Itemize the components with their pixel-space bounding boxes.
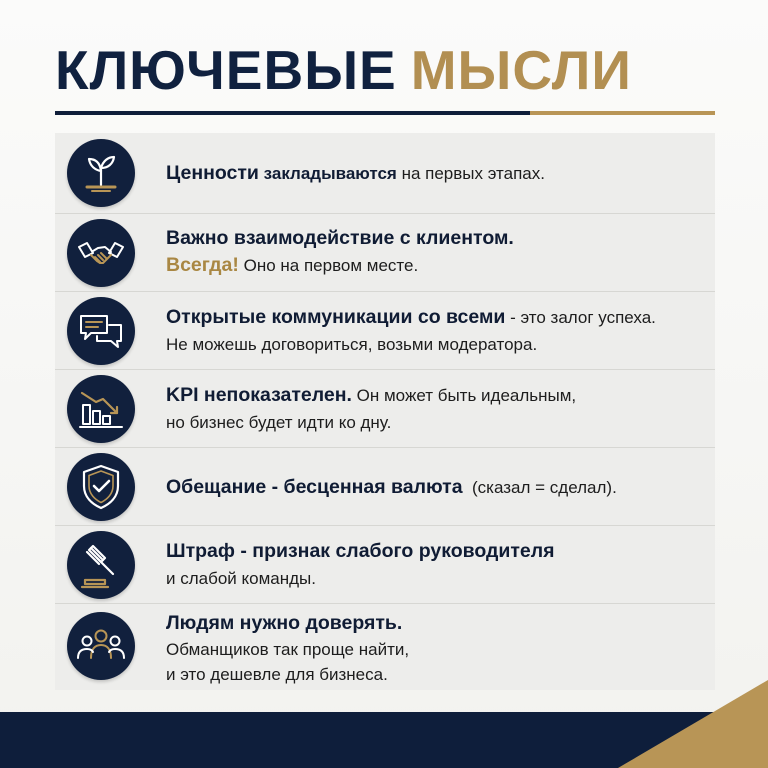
item-normal-text: на первых этапах.	[396, 164, 545, 183]
item-normal-text: Он может быть идеальным,	[351, 386, 577, 405]
list-item	[55, 369, 715, 447]
item-normal-text: - это залог успеха.	[505, 308, 656, 327]
item-text	[166, 474, 711, 501]
item-text	[166, 304, 711, 358]
item-line	[166, 610, 711, 637]
item-accent-text: Всегда!	[166, 254, 239, 276]
list-item	[55, 447, 715, 525]
item-line	[166, 409, 711, 436]
item-normal-text: Не можешь договориться, возьми модератора.	[166, 335, 538, 354]
item-normal-text: (сказал = сделал).	[462, 478, 617, 497]
item-line	[166, 637, 711, 662]
handshake-icon	[67, 219, 135, 287]
list-item	[55, 525, 715, 603]
title-part-dark: КЛЮЧЕВЫЕ	[55, 39, 397, 101]
item-line	[166, 160, 711, 187]
item-text	[166, 610, 711, 687]
item-line	[166, 304, 711, 331]
page-title	[55, 38, 632, 102]
sprout-icon	[67, 139, 135, 207]
item-bold-text: Штраф - признак слабого руководителя	[166, 540, 555, 562]
item-text	[166, 160, 711, 187]
item-line	[166, 474, 711, 501]
item-bold-text: Ценности	[166, 162, 259, 184]
list-item	[55, 603, 715, 690]
item-normal-text: и слабой команды.	[166, 569, 316, 588]
title-part-gold: МЫСЛИ	[410, 39, 632, 101]
item-line	[166, 382, 711, 409]
item-bold-text: Важно взаимодействие с клиентом.	[166, 227, 514, 249]
item-line	[166, 331, 711, 358]
gavel-icon	[67, 531, 135, 599]
shield-check-icon	[67, 453, 135, 521]
item-normal-text: Оно на первом месте.	[238, 256, 419, 275]
list-item	[55, 291, 715, 369]
item-bold-text: KPI непоказателен.	[166, 384, 352, 406]
item-line	[166, 252, 711, 279]
declining-chart-icon	[67, 375, 135, 443]
list-item	[55, 133, 715, 213]
item-bold-text: Обещание - бесценная валюта	[166, 476, 463, 498]
item-line	[166, 225, 711, 252]
item-bold-text: Людям нужно доверять.	[166, 612, 403, 634]
item-text	[166, 538, 711, 592]
item-normal-text: но бизнес будет идти ко дну.	[166, 413, 392, 432]
item-line	[166, 538, 711, 565]
item-bold-text: закладываются	[258, 164, 397, 183]
item-line	[166, 565, 711, 592]
item-normal-text: Обманщиков так проще найти,	[166, 640, 410, 659]
chat-bubbles-icon	[67, 297, 135, 365]
title-underline	[55, 111, 715, 115]
item-bold-text: Открытые коммуникации со всеми	[166, 306, 506, 328]
key-thoughts-list	[55, 133, 715, 690]
item-text	[166, 225, 711, 279]
item-normal-text: и это дешевле для бизнеса.	[166, 665, 388, 684]
corner-decoration	[618, 680, 768, 768]
list-item	[55, 213, 715, 291]
people-group-icon	[67, 612, 135, 680]
item-text	[166, 382, 711, 436]
